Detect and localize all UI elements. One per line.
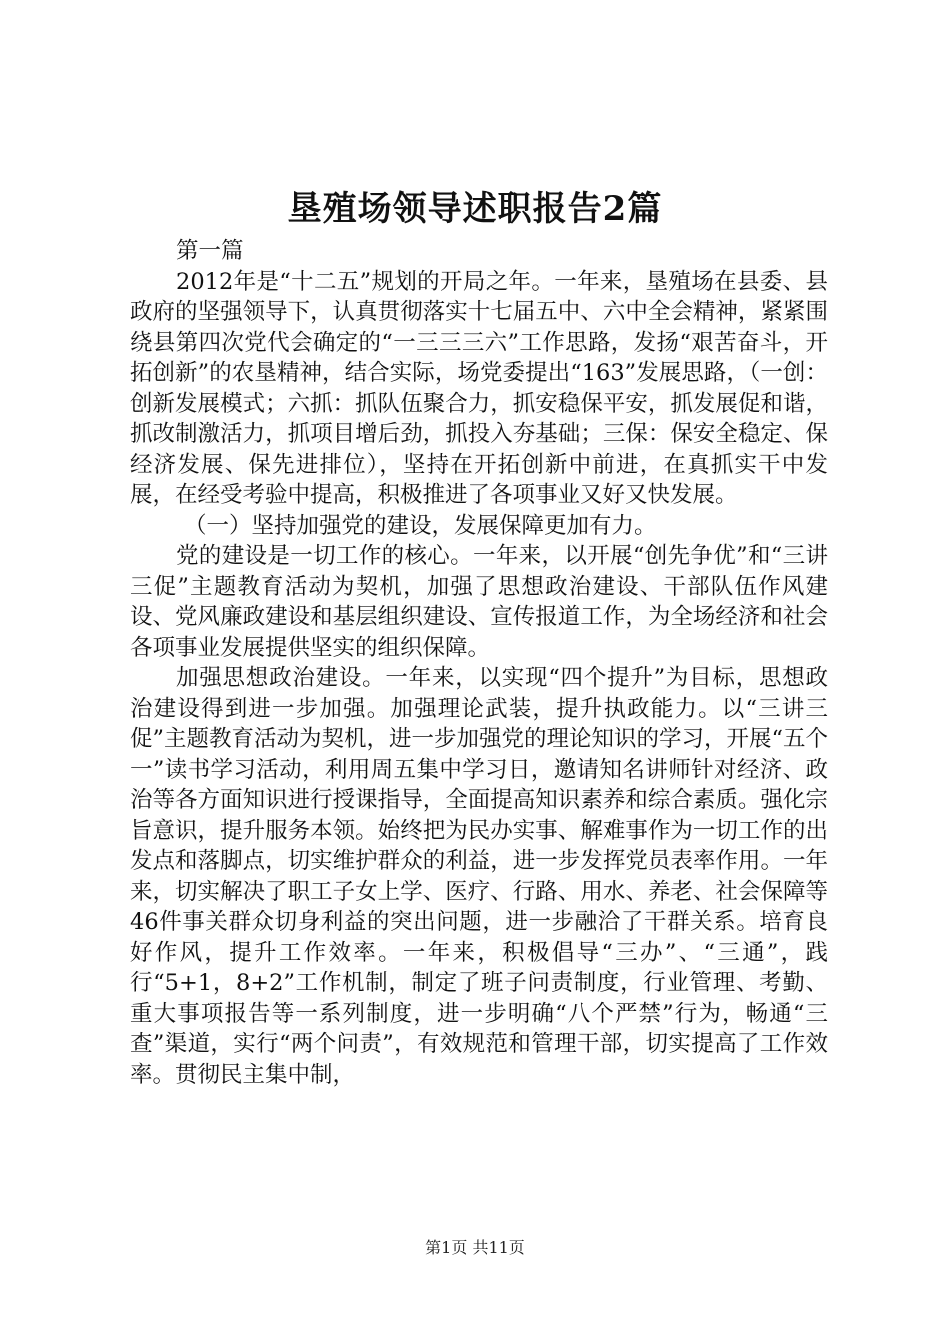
- page-number-footer: 第1页 共11页: [425, 1238, 525, 1257]
- section-heading-party-building: （一）坚持加强党的建设，发展保障更加有力。: [184, 512, 657, 539]
- document-body: [130, 236, 828, 1090]
- section-heading-first: 第一篇: [176, 238, 244, 264]
- paragraph-party-core: 党的建设是一切工作的核心。一年来，以开展“创先争优”和“三讲三促”主题教育活动为契机，加强了思想政治建设、干部队伍作风建设、党风廉政建设和基层组织建设、宣传报道工作，为全场经济和社会各项事业发展提供坚实的组织保障。: [130, 543, 828, 661]
- paragraph-intro: 2012年是“十二五”规划的开局之年。一年来，垦殖场在县委、县政府的坚强领导下，认真贯彻落实十七届五中、六中全会精神，紧紧围绕县第四次党代会确定的“一三三三六”工作思路，发扬“艰苦奋斗，开拓创新”的农垦精神，结合实际，场党委提出“163”发展思路，（一创：创新发展模式；六抓：抓队伍聚合力，抓安稳保平安，抓发展促和谐，抓改制激活力，抓项目增后劲，抓投入夯基础；三保：保安全稳定、保经济发展、保先进排位），坚持在开拓创新中前进，在真抓实干中发展，在经受考验中提高，积极推进了各项事业又好又快发展。: [130, 268, 828, 508]
- paragraph-ideological-building: 加强思想政治建设。一年来，以实现“四个提升”为目标，思想政治建设得到进一步加强。加强理论武装，提升执政能力。以“三讲三促”主题教育活动为契机，进一步加强党的理论知识的学习，开展“五个一”读书学习活动，利用周五集中学习日，邀请知名讲师针对经济、政治等各方面知识进行授课指导，全面提高知识素养和综合素质。强化宗旨意识，提升服务本领。始终把为民办实事、解难事作为一切工作的出发点和落脚点，切实维护群众的利益，进一步发挥党员表率作用。一年来，切实解决了职工子女上学、医疗、行路、用水、养老、社会保障等46件事关群众切身利益的突出问题，进一步融洽了干群关系。培育良好作风，提升工作效率。一年来，积极倡导“三办”、“三通”，践行“5+1，8+2”工作机制，制定了班子问责制度，行业管理、考勤、重大事项报告等一系列制度，进一步明确“八个严禁”行为，畅通“三查”渠道，实行“两个问责”，有效规范和管理干部，切实提高了工作效率。贯彻民主集中制，: [130, 665, 829, 1088]
- document-title: 垦殖场领导述职报告2篇: [287, 189, 663, 229]
